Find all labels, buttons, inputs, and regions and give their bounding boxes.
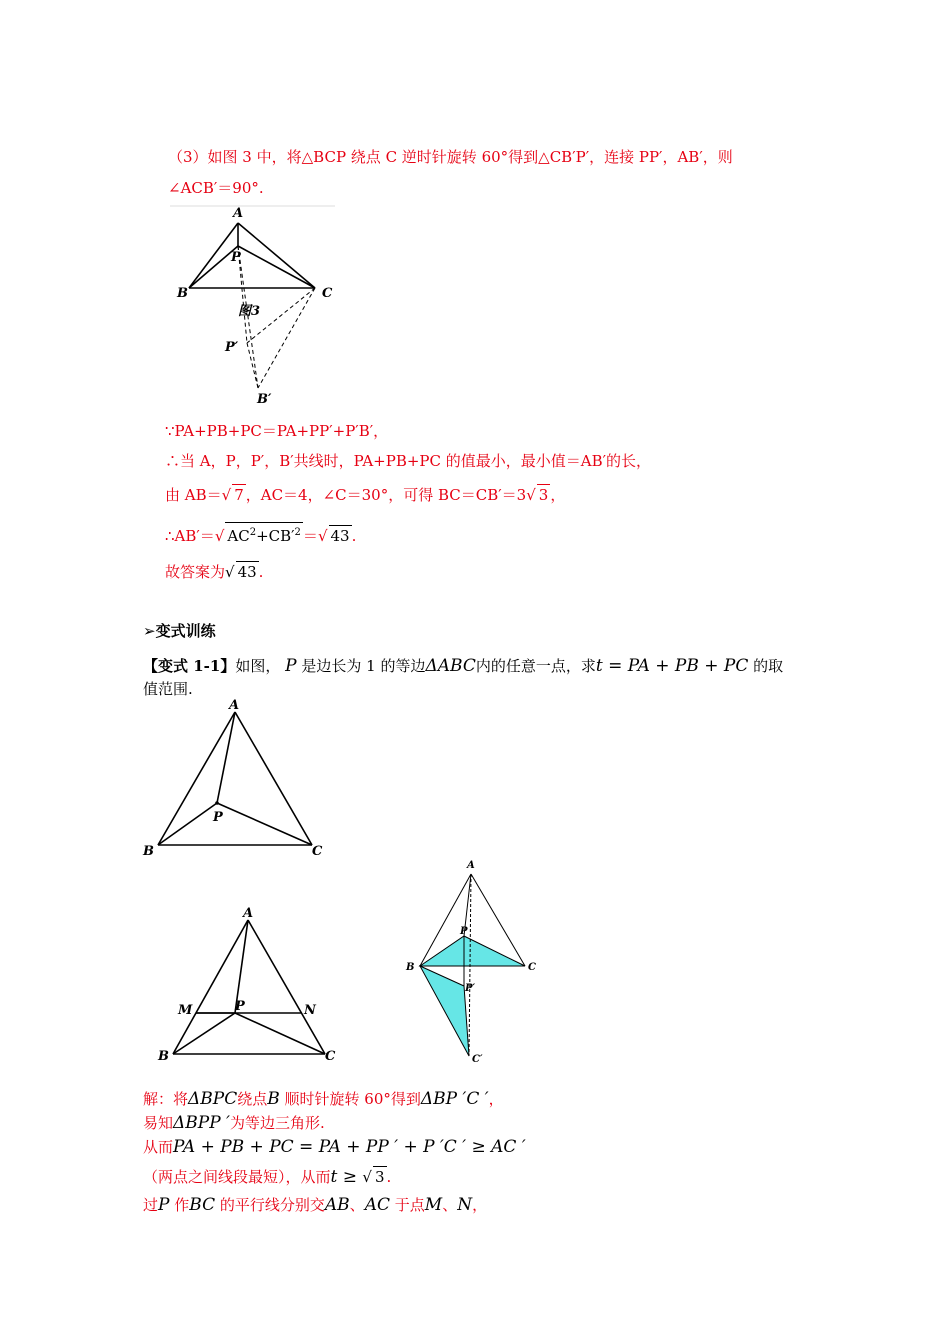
figc-label-a: A bbox=[467, 860, 475, 871]
figa-point-p bbox=[215, 801, 219, 805]
problem-line1: 【变式 1-1】如图， P 是边长为 1 的等边ΔABC内的任意一点，求t = PA + PB + PC 的取 bbox=[143, 656, 784, 676]
figa-edge-ap bbox=[217, 712, 235, 803]
solution3-l5: 故答案为√ 43 . bbox=[165, 563, 264, 581]
answer-line5: 过P 作BC 的平行线分别交AB、AC 于点M、N， bbox=[143, 1195, 488, 1215]
fig3-caption: 图3 bbox=[238, 304, 261, 319]
figb-label-c: C bbox=[325, 1049, 336, 1064]
answer-line4: （两点之间线段最短），从而t ≥ √ 3 . bbox=[143, 1167, 392, 1187]
figb-label-n: N bbox=[304, 1003, 316, 1018]
section-marker-icon: ➢ bbox=[143, 622, 156, 640]
figc-label-c: C bbox=[528, 962, 536, 973]
figb-label-a: A bbox=[243, 906, 254, 921]
fig3-label-b: B bbox=[177, 286, 188, 301]
figc-fill-bppcp bbox=[420, 966, 469, 1056]
figc-label-b: B bbox=[406, 962, 415, 973]
solution3-l2: ∴当 A，P，P′，B′共线时，PA+PB+PC 的值最小，最小值＝AB′的长， bbox=[165, 452, 652, 470]
figure-a bbox=[140, 695, 340, 860]
section-title: 变式训练 bbox=[155, 622, 216, 640]
figa-label-c: C bbox=[312, 844, 323, 859]
figure-c bbox=[402, 856, 552, 1066]
figa-edge-ab bbox=[158, 712, 235, 845]
fig3-label-p: P bbox=[231, 250, 241, 265]
answer-line2: 易知ΔBPP ′为等边三角形. bbox=[143, 1113, 325, 1133]
figb-edge-ac bbox=[248, 920, 325, 1054]
section-header bbox=[143, 621, 216, 641]
answer-line1: 解：将ΔBPC绕点B 顺时针旋转 60°得到ΔBP ′C ′， bbox=[143, 1089, 504, 1109]
solution3-l1: ∵PA+PB+PC＝PA+PP′+P′B′， bbox=[165, 422, 389, 440]
figc-fill-bpc bbox=[420, 936, 525, 966]
figure-b bbox=[155, 902, 345, 1067]
fig3-edge-ac bbox=[238, 223, 315, 288]
figb-edge-ab bbox=[173, 920, 248, 1054]
figb-edge-pc bbox=[235, 1013, 325, 1054]
figb-label-p: P bbox=[235, 999, 245, 1014]
fig3-dash-ppbp bbox=[247, 343, 258, 388]
figure-3 bbox=[165, 203, 340, 413]
fig3-dash-cbp bbox=[258, 288, 315, 388]
figa-edge-pb bbox=[158, 803, 217, 845]
s3-l3a: 由 AB＝ bbox=[165, 486, 222, 504]
s3-l3c: ，AC＝4，∠C＝30°，可得 BC＝CB′＝3 bbox=[245, 486, 527, 504]
problem-tag: 【变式 1-1】 bbox=[143, 657, 236, 675]
answer-line3: 从而PA + PB + PC = PA + PP ′ + P ′C ′ ≥ AC ′ bbox=[143, 1137, 526, 1157]
s3-sqrt3: 3 bbox=[538, 486, 549, 504]
figc-label-pp: P′ bbox=[465, 983, 476, 994]
figa-label-a: A bbox=[229, 698, 240, 713]
figa-edge-ac bbox=[235, 712, 312, 845]
solution3-l4: ∴AB′＝√ $AC^2+CB'^2$ ＝√ 43 . bbox=[165, 522, 356, 546]
fig3-edge-pc bbox=[238, 246, 315, 288]
figa-label-b: B bbox=[143, 844, 154, 859]
s3-sqrt7: 7 bbox=[234, 486, 244, 504]
problem-line2: 值范围. bbox=[143, 680, 193, 698]
solution3-l3: 由 AB＝√ 7 ，AC＝4，∠C＝30°，可得 BC＝CB′＝3√ 3 ， bbox=[165, 486, 566, 504]
part3-line2: ∠ACB′＝90°. bbox=[168, 179, 264, 197]
figb-edge-pb bbox=[173, 1013, 235, 1054]
part3-line1: （3）如图 3 中，将△BCP 绕点 C 逆时针旋转 60°得到△CB′P′，连接 PP′，AB′，则 bbox=[168, 148, 733, 166]
figc-label-cp: C′ bbox=[472, 1054, 483, 1065]
figb-label-b: B bbox=[158, 1049, 169, 1064]
figb-label-m: M bbox=[178, 1003, 193, 1018]
fig3-label-c: C bbox=[322, 286, 333, 301]
figa-edge-pc bbox=[217, 803, 312, 845]
fig3-label-pp: P′ bbox=[225, 340, 239, 355]
fig3-label-bp: B′ bbox=[257, 392, 272, 407]
figa-label-p: P bbox=[213, 810, 223, 825]
fig3-label-a: A bbox=[233, 206, 244, 221]
figc-label-p: P bbox=[460, 926, 468, 937]
